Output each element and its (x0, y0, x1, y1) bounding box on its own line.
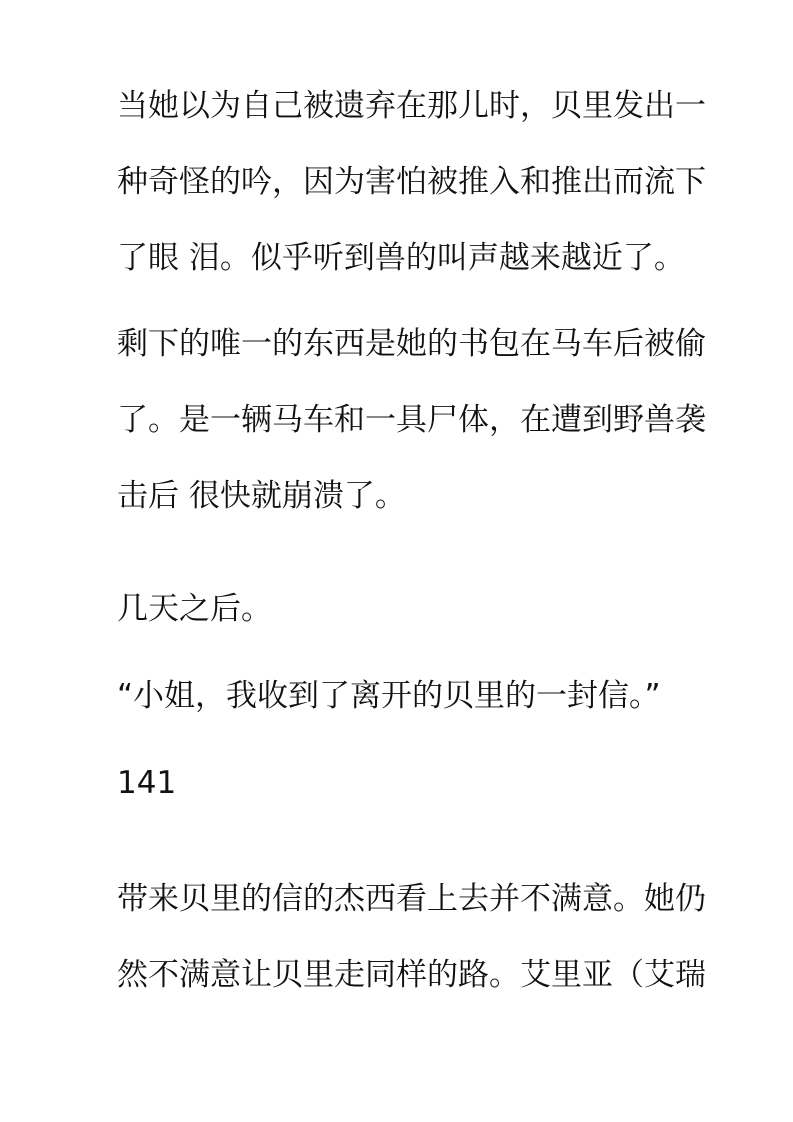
paragraph-line: 击后 很快就崩溃了。 (117, 478, 406, 514)
paragraph-line: 种奇怪的吟，因为害怕被推入和推出而流下 (117, 164, 706, 200)
page-number: 141 (117, 765, 177, 801)
paragraph-line: 几天之后。 (117, 591, 272, 627)
dialogue-line: “小姐，我收到了离开的贝里的一封信。” (117, 678, 661, 714)
paragraph-line: 了眼 泪。似乎听到兽的叫声越来越近了。 (117, 240, 685, 276)
paragraph-line: 剩下的唯一的东西是她的书包在马车后被偷 (117, 326, 706, 362)
paragraph-line: 了。是一辆马车和一具尸体，在遭到野兽袭 (117, 402, 706, 438)
paragraph-line: 带来贝里的信的杰西看上去并不满意。她仍 (117, 881, 706, 917)
paragraph-line: 然不满意让贝里走同样的路。艾里亚（艾瑞 (117, 957, 706, 993)
paragraph-line: 当她以为自己被遗弃在那儿时，贝里发出一 (117, 88, 706, 124)
